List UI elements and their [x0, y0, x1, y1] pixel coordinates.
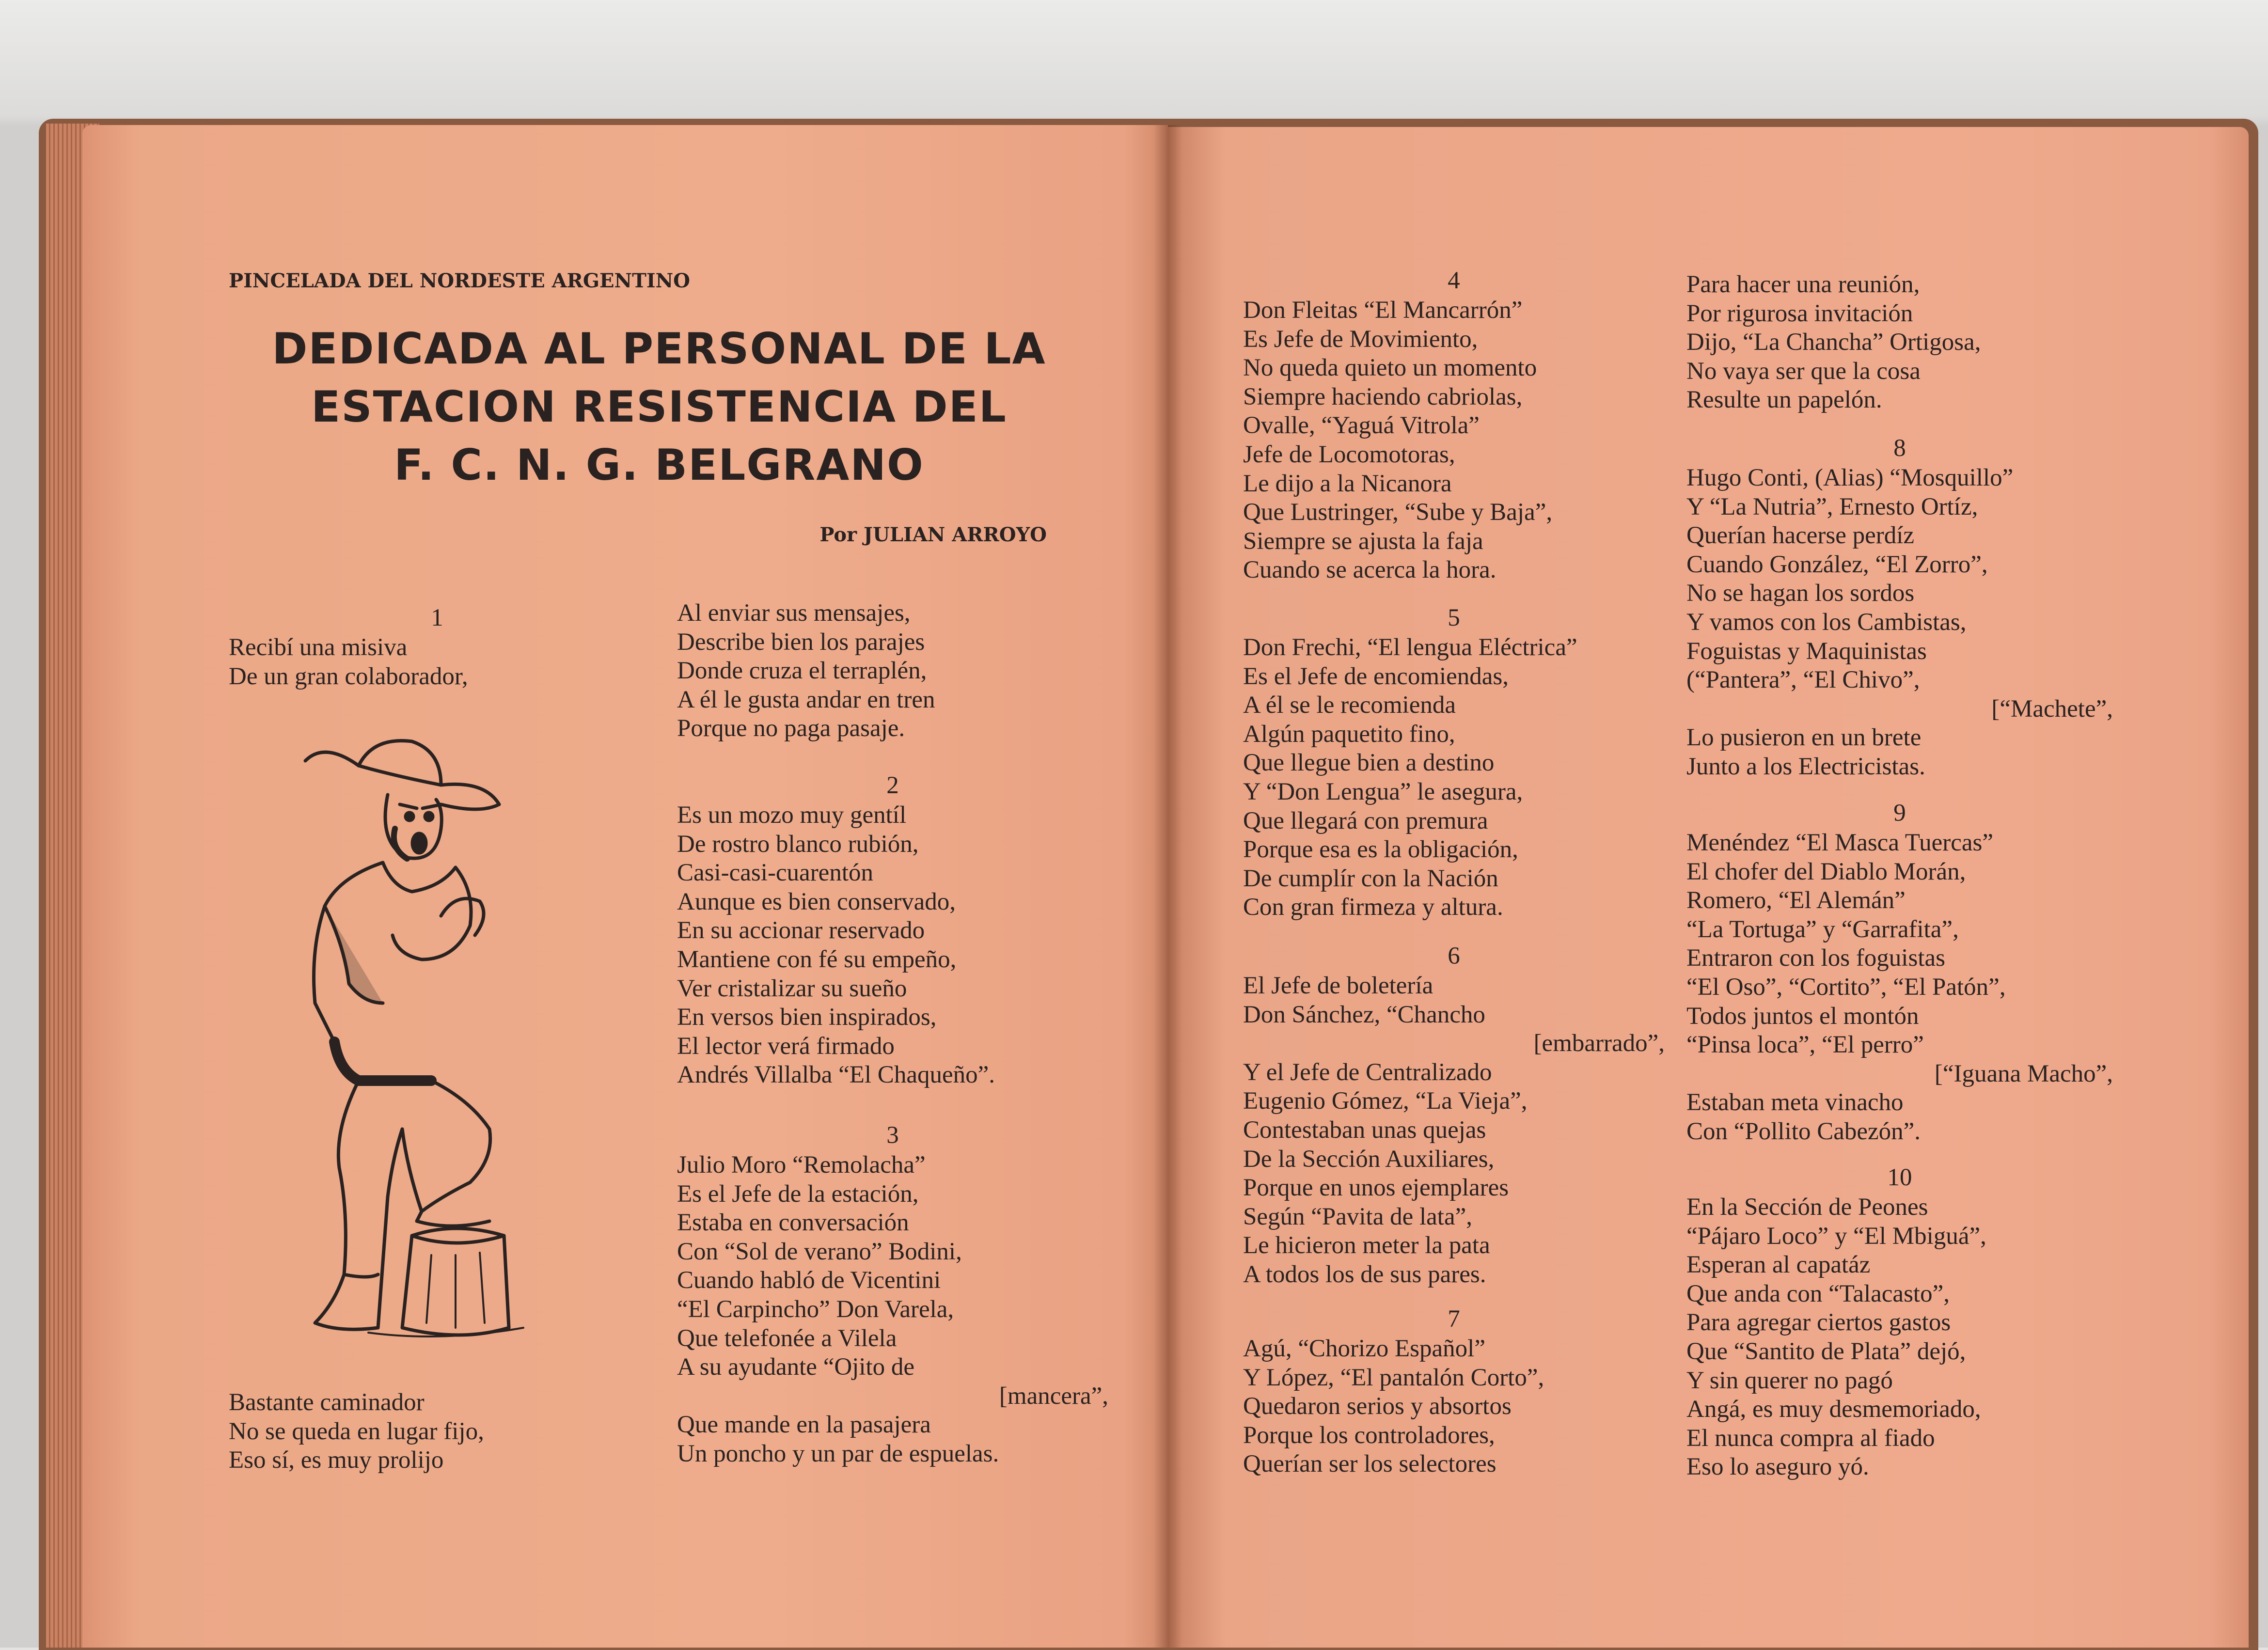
verse-line: Porque no paga pasaje.	[677, 715, 905, 742]
verse-line: Es el Jefe de encomiendas,	[1243, 662, 1509, 690]
verse-line: Hugo Conti, (Alias) “Mosquillo”	[1686, 464, 2014, 491]
verse-line: Y “Don Lengua” le asegura,	[1243, 778, 1523, 805]
verse-line: Aunque es bien conservado,	[677, 888, 956, 915]
verse-line: Foguistas y Maquinistas	[1686, 637, 1927, 665]
verse-line: Julio Moro “Remolacha”	[677, 1151, 926, 1179]
verse-line: Eso sí, es muy prolijo	[229, 1446, 444, 1474]
verse-line: Que Lustringer, “Sube y Baja”,	[1243, 499, 1553, 526]
stanza-1-middle	[229, 1388, 646, 1475]
verse-line: Que anda con “Talacasto”,	[1686, 1280, 1950, 1307]
verse-line: Y “La Nutria”, Ernesto Ortíz,	[1686, 493, 1978, 520]
title-line: F. C. N. G. BELGRANO	[394, 440, 924, 490]
verse-line: El chofer del Diablo Morán,	[1686, 858, 1966, 885]
stanza-7-end	[1686, 270, 2113, 415]
verse-line: Y sin querer no pagó	[1686, 1367, 1893, 1394]
stanza-number: 7	[1448, 1305, 1460, 1333]
verse-line: Según “Pavita de lata”,	[1243, 1203, 1472, 1230]
verse-line: [“Machete”,	[1991, 695, 2113, 723]
verse-line: Y el Jefe de Centralizado	[1243, 1058, 1492, 1086]
verse-line: Querían hacerse perdíz	[1686, 522, 1915, 550]
verse-line: Junto a los Electricistas.	[1686, 753, 1925, 780]
verse-line: Angá, es muy desmemoriado,	[1686, 1396, 1981, 1423]
stanza-number: 9	[1893, 800, 1906, 827]
stanza-number: 3	[886, 1122, 899, 1149]
verse-line: El nunca compra al fiado	[1686, 1424, 1935, 1452]
verse-line: “El Carpincho” Don Varela,	[677, 1295, 954, 1323]
verse-line: A él se le recomienda	[1243, 691, 1456, 719]
verse-line: Que telefonée a Vilela	[677, 1324, 897, 1352]
verse-line: Don Sánchez, “Chancho	[1243, 1001, 1485, 1028]
verse-line: Casi-casi-cuarentón	[677, 859, 873, 887]
stanza-5	[1243, 602, 1665, 922]
verse-line: Porque los controladores,	[1243, 1421, 1495, 1449]
verse-line: Que “Santito de Plata” dejó,	[1686, 1337, 1966, 1365]
stanza-6	[1243, 941, 1665, 1289]
verse-line: Porque esa es la obligación,	[1243, 836, 1518, 864]
verse-line: Cuando González, “El Zorro”,	[1686, 550, 1988, 578]
verse-line: Y vamos con los Cambistas,	[1686, 608, 1967, 636]
verse-line: Resulte un papelón.	[1686, 386, 1882, 414]
stanza-number: 5	[1448, 604, 1460, 631]
verse-line: “El Oso”, “Cortito”, “El Patón”,	[1686, 973, 2006, 1001]
verse-line: Esperan al capatáz	[1686, 1251, 1871, 1279]
verse-line: A él le gusta andar en tren	[677, 686, 935, 713]
verse-line: Y López, “El pantalón Corto”,	[1243, 1364, 1544, 1391]
stanza-7	[1243, 1304, 1665, 1479]
verse-line: De un gran colaborador,	[229, 662, 468, 690]
verse-line: Andrés Villalba “El Chaqueño”.	[677, 1061, 995, 1089]
verse-line: De cumplír con la Nación	[1243, 864, 1498, 892]
verse-line: Siempre se ajusta la faja	[1243, 527, 1483, 555]
stanza-number: 8	[1893, 435, 1906, 462]
verse-line: “Pájaro Loco” y “El Mbiguá”,	[1686, 1222, 1986, 1250]
stanza-2	[677, 770, 1108, 1090]
verse-line: Quedaron serios y absortos	[1243, 1393, 1512, 1420]
stanza-9	[1686, 798, 2113, 1147]
verse-line: Agú, “Chorizo Español”	[1243, 1335, 1485, 1362]
verse-line: Le dijo a la Nicanora	[1243, 470, 1452, 497]
stanza-3	[677, 1120, 1108, 1469]
verse-line: Todos juntos el montón	[1686, 1002, 1919, 1030]
verse-line: Que llegará con premura	[1243, 807, 1488, 834]
book-gutter	[1153, 125, 1182, 1648]
verse-line: Entraron con los foguistas	[1686, 944, 1945, 972]
section-kicker: PINCELADA DEL NORDESTE ARGENTINO	[229, 269, 690, 292]
verse-line: A todos los de sus pares.	[1243, 1260, 1486, 1288]
verse-line: [embarrado”,	[1533, 1030, 1665, 1057]
verse-line: Es Jefe de Movimiento,	[1243, 325, 1478, 353]
verse-line: “La Tortuga” y “Garrafita”,	[1686, 915, 1959, 943]
verse-line: Para agregar ciertos gastos	[1686, 1309, 1951, 1336]
verse-line: Don Frechi, “El lengua Eléctrica”	[1243, 634, 1577, 661]
verse-line: Con “Sol de verano” Bodini,	[677, 1238, 962, 1265]
stanza-4	[1243, 265, 1665, 585]
verse-line: Que mande en la pasajera	[677, 1411, 931, 1439]
verse-line: Estaban meta vinacho	[1686, 1089, 1904, 1116]
verse-line: No vaya ser que la cosa	[1686, 357, 1921, 385]
verse-line: Eso lo aseguro yó.	[1686, 1453, 1869, 1481]
verse-line: Eugenio Gómez, “La Vieja”,	[1243, 1087, 1528, 1115]
verse-line: Donde cruza el terraplén,	[677, 657, 927, 685]
verse-line: (“Pantera”, “El Chivo”,	[1686, 666, 1920, 694]
stanza-number: 4	[1448, 267, 1460, 294]
stanza-10	[1686, 1162, 2113, 1482]
title-line: ESTACION RESISTENCIA DEL	[311, 382, 1007, 432]
verse-line: [mancera”,	[999, 1382, 1108, 1410]
verse-line: Cuando se acerca la hora.	[1243, 556, 1496, 584]
title-line: DEDICADA AL PERSONAL DE LA	[272, 324, 1046, 374]
verse-line: [“Iguana Macho”,	[1934, 1060, 2113, 1087]
stanza-1-end	[677, 599, 1108, 743]
verse-line: Romero, “El Alemán”	[1686, 887, 1906, 914]
byline: Por JULIAN ARROYO	[819, 523, 1047, 546]
gaucho-illustration	[296, 732, 586, 1352]
verse-line: Ver cristalizar su sueño	[677, 974, 907, 1002]
verse-line: Jefe de Locomotoras,	[1243, 440, 1455, 468]
verse-line: No se queda en lugar fijo,	[229, 1417, 484, 1445]
verse-line: Lo pusieron en un brete	[1686, 724, 1922, 752]
stanza-number: 6	[1448, 943, 1460, 970]
verse-line: Le hicieron meter la pata	[1243, 1232, 1490, 1259]
verse-line: El lector verá firmado	[677, 1032, 895, 1060]
verse-line: “Pinsa loca”, “El perro”	[1686, 1031, 1924, 1059]
verse-line: Recibí una misiva	[229, 634, 408, 661]
verse-line: Mantiene con fé su empeño,	[677, 945, 957, 973]
verse-line: Con gran firmeza y altura.	[1243, 894, 1503, 921]
verse-line: Contestaban unas quejas	[1243, 1116, 1486, 1144]
stanza-1-start	[229, 602, 646, 691]
verse-line: En versos bien inspirados,	[677, 1004, 937, 1031]
verse-line: Por rigurosa invitación	[1686, 299, 1913, 327]
verse-line: Cuando habló de Vicentini	[677, 1267, 941, 1294]
verse-line: No queda quieto un momento	[1243, 354, 1537, 382]
verse-line: Porque en unos ejemplares	[1243, 1174, 1509, 1202]
verse-line: Al enviar sus mensajes,	[677, 599, 911, 627]
verse-line: Querían ser los selectores	[1243, 1450, 1496, 1478]
verse-line: Es un mozo muy gentíl	[677, 801, 907, 829]
verse-line: Ovalle, “Yaguá Vitrola”	[1243, 412, 1480, 440]
verse-line: No se hagan los sordos	[1686, 580, 1915, 607]
verse-line: De la Sección Auxiliares,	[1243, 1145, 1495, 1173]
verse-line: Menéndez “El Masca Tuercas”	[1686, 829, 1994, 856]
verse-line: Dijo, “La Chancha” Ortigosa,	[1686, 329, 1981, 356]
stanza-8	[1686, 433, 2113, 782]
verse-line: De rostro blanco rubión,	[677, 830, 919, 858]
verse-line: Es el Jefe de la estación,	[677, 1180, 919, 1208]
stanza-number: 10	[1887, 1164, 1912, 1191]
verse-line: En la Sección de Peones	[1686, 1194, 1928, 1221]
verse-line: Estaba en conversación	[677, 1209, 909, 1237]
verse-line: Para hacer una reunión,	[1686, 271, 1920, 298]
article-title	[228, 320, 1090, 494]
verse-line: En su accionar reservado	[677, 917, 925, 944]
verse-line: Algún paquetito fino,	[1243, 720, 1455, 748]
verse-line: Describe bien los parajes	[677, 628, 925, 656]
verse-line: A su ayudante “Ojito de	[677, 1353, 915, 1381]
verse-line: Un poncho y un par de espuelas.	[677, 1440, 999, 1467]
stanza-number: 2	[886, 772, 899, 799]
verse-line: Don Fleitas “El Mancarrón”	[1243, 297, 1523, 324]
verse-line: Siempre haciendo cabriolas,	[1243, 383, 1523, 410]
stanza-number: 1	[431, 604, 443, 631]
verse-line: Con “Pollito Cabezón”.	[1686, 1117, 1921, 1145]
verse-line: Que llegue bien a destino	[1243, 749, 1495, 777]
verse-line: Bastante caminador	[229, 1389, 425, 1416]
verse-line: El Jefe de boletería	[1243, 972, 1433, 999]
